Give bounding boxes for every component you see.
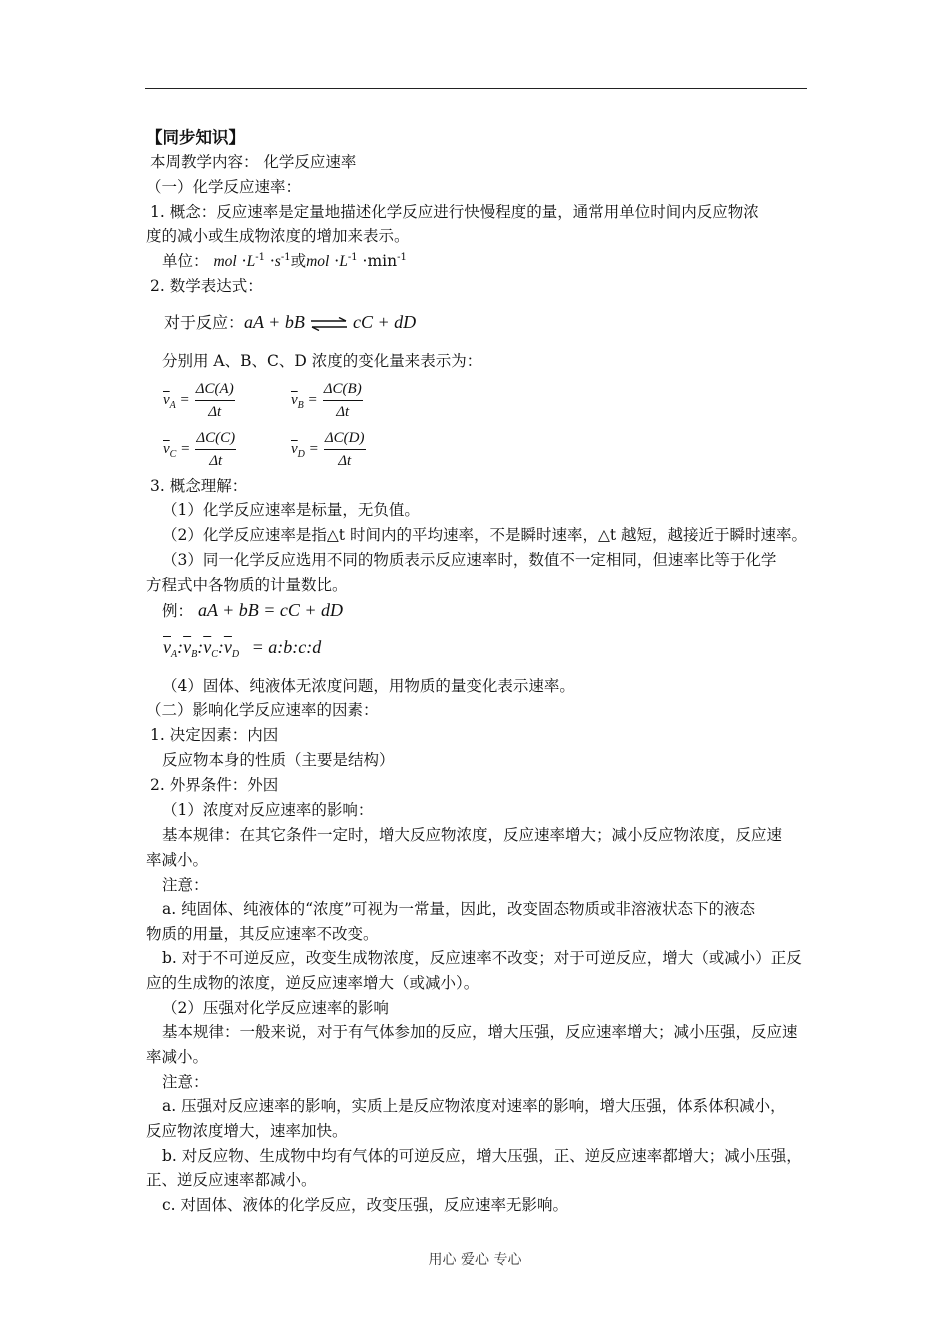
exp-3: -1 [347,252,358,263]
section-2-heading: （二）影响化学反应速率的因素： [146,701,379,719]
factor-2: 2. 外界条件：外因 [150,776,279,794]
unit-mol-1: mol [213,253,237,270]
header-rule [145,88,807,89]
concentration-note-a-1: a. 纯固体、纯液体的“浓度”可视为一常量，因此，改变固态物质或非溶液状态下的液态 [162,900,755,918]
understanding-1: （1）化学反应速率是标量，无负值。 [162,501,420,519]
reaction-right: cC + dD [353,312,417,332]
reaction-line [164,312,416,333]
rate-A-formula: $v_A$ = $\frac{\Delta C(A)}{\Delta t}$ [163,378,235,423]
concentration-rule-1: 基本规律：在其它条件一定时，增大反应物浓度，反应速率增大；减小反应物浓度，反应速 [162,826,783,844]
rate-A-sub: A [169,400,176,411]
reaction-label: 对于反应： [164,313,245,332]
unit-min: min [367,252,398,270]
rate-B-num: ΔC(B) [323,378,363,401]
exp-4: -1 [397,252,407,263]
unit-line: 单位： mol $\cdot L^{-1} \cdot s^{-1}$或mol $\cdot L^{-1} \cdot\min^{-1}$ [162,252,407,270]
rate-B-sub: B [297,400,304,411]
rate-C-formula: $v_C$ = $\frac{\Delta C(C)}{\Delta t}$ [163,427,236,472]
exp-2: -1 [280,252,291,263]
concentration-note: 注意： [162,876,209,894]
pressure-note-a-2: 反应物浓度增大，速率加快。 [146,1122,348,1140]
understanding-3-line-1: （3）同一化学反应选用不同的物质表示反应速率时，数值不一定相同，但速率比等于化学 [162,551,777,569]
rate-A-den: Δt [208,404,222,420]
pressure-note-c: c. 对固体、液体的化学反应，改变压强，反应速率无影响。 [162,1196,569,1214]
math-expression-heading: 2. 数学表达式： [150,277,263,295]
concentration-note-b-1: b. 对于不可逆反应，改变生成物浓度，反应速率不改变；对于可逆反应，增大（或减小）正反 [162,949,802,967]
concept-line-1: 1. 概念：反应速率是定量地描述化学反应进行快慢程度的量，通常用单位时间内反应物浓 [150,203,759,221]
factor-1-detail: 反应物本身的性质（主要是结构） [162,751,395,769]
concentration-note-b-2: 应的生成物的浓度，逆反应速率增大（或减小）。 [146,974,480,992]
rate-D-den: Δt [338,453,352,469]
week-content: 本周教学内容： 化学反应速率 [150,153,357,171]
unit-s: s [274,253,281,270]
rate-B-formula: $v_B$ = $\frac{\Delta C(B)}{\Delta t}$ [291,378,363,423]
pressure-note-b-2: 正、逆反应速率都减小。 [146,1171,317,1189]
rate-ratio-line: $v_A:v_B:v_C:v_D$ = a:b:c:d [163,637,322,660]
understanding-2: （2）化学反应速率是指△t 时间内的平均速率，不是瞬时速率，△t 越短，越接近于瞬时速率。 [162,526,808,544]
reversible-arrow-icon [310,317,348,331]
unit-L-2: L [339,253,348,270]
pressure-note: 注意： [162,1073,209,1091]
example-line [162,600,343,621]
pressure-note-b-1: b. 对反应物、生成物中均有气体的可逆反应，增大压强，正、逆反应速率都增大；减小压强， [162,1147,802,1165]
understanding-4: （4）固体、纯液体无浓度问题，用物质的量变化表示速率。 [162,677,575,695]
rate-ratio-rhs: = a:b:c:d [251,637,322,657]
unit-or: 或 [290,252,307,270]
unit-L-1: L [246,253,256,270]
rate-C-sub: C [169,449,177,460]
reaction-left: aA + bB [244,312,305,332]
factor-1: 1. 决定因素：内因 [150,726,279,744]
understanding-3-line-2: 方程式中各物质的计量数比。 [146,576,348,594]
variation-intro: 分别用 A、B、C、D 浓度的变化量来表示为： [162,352,483,370]
rate-C-den: Δt [209,453,223,469]
concentration-note-a-2: 物质的用量，其反应速率不改变。 [146,925,379,943]
section-title: 【同步知识】 [146,128,245,147]
concentration-rule-2: 率减小。 [146,851,209,869]
concept-line-2: 度的减小或生成物浓度的增加来表示。 [146,227,410,245]
example-equation: aA + bB = cC + dD [197,600,344,620]
unit-mol-2: mol [306,253,330,270]
concept-understanding-heading: 3. 概念理解： [150,477,248,495]
section-1-heading: （一）化学反应速率： [146,178,302,196]
concentration-heading: （1）浓度对反应速率的影响： [162,801,374,819]
rate-C-num: ΔC(C) [195,427,236,450]
page-footer: 用心 爱心 专心 [428,1252,522,1268]
rate-A-num: ΔC(A) [195,378,235,401]
pressure-rule-1: 基本规律：一般来说，对于有气体参加的反应，增大压强，反应速率增大；减小压强，反应速 [162,1023,798,1041]
exp-1: -1 [255,252,265,263]
pressure-heading: （2）压强对化学反应速率的影响 [162,999,389,1017]
example-label: 例： [162,602,194,620]
pressure-note-a-1: a. 压强对反应速率的影响，实质上是反应物浓度对速率的影响，增大压强，体系体积减小， [162,1097,786,1115]
rate-D-sub: D [297,449,305,460]
rate-D-num: ΔC(D) [324,427,366,450]
rate-B-den: Δt [336,404,350,420]
pressure-rule-2: 率减小。 [146,1048,209,1066]
rate-D-formula: $v_D$ = $\frac{\Delta C(D)}{\Delta t}$ [291,427,366,472]
unit-label: 单位： [162,252,209,270]
